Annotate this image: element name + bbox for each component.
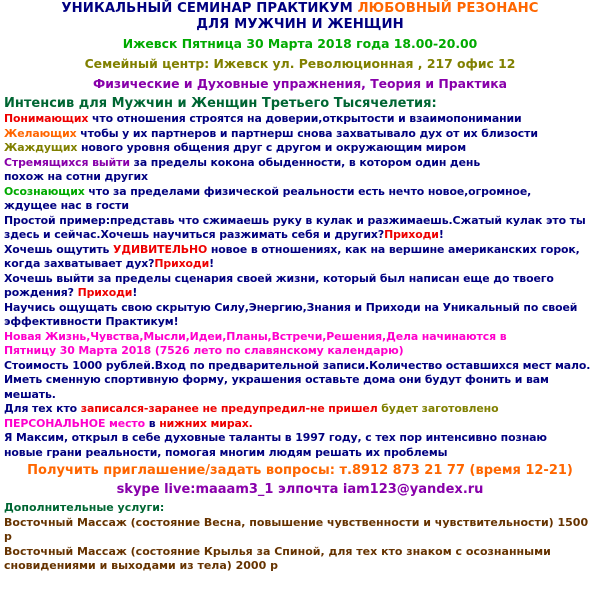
bullet-lead: Осознающих xyxy=(4,184,85,198)
example-line2 xyxy=(4,228,596,243)
wow-start: Хочешь ощутить xyxy=(4,242,114,256)
hell-line1 xyxy=(4,402,596,417)
hell-s6: нижних мирах. xyxy=(159,416,253,430)
extra-services xyxy=(4,501,596,574)
script-text: рождения? xyxy=(4,286,78,299)
bullet-rest: что отношения строятся на доверии,открытости и взаимопонимании xyxy=(88,112,522,125)
exclamation: ! xyxy=(438,228,444,241)
bullet-aware-line2: ждущее нас в гости xyxy=(4,199,129,212)
exclamation: ! xyxy=(209,257,215,270)
new-life-line2: Пятницу 30 Марта 2018 (7526 лето по славянскому календарю) xyxy=(4,344,404,357)
come-accent: Приходи xyxy=(384,228,439,241)
date-line: Ижевск Пятница 30 Марта 2018 года 18.00-20.00 xyxy=(122,36,478,51)
wow-text: когда захватывает дух? xyxy=(4,257,155,270)
bullet-craving xyxy=(4,141,596,156)
title-part2: ЛЮБОВНЫЙ РЕЗОНАНС xyxy=(357,1,539,16)
bullet-rest: что за пределами физической реальности есть нечто новое,огромное, xyxy=(84,184,532,198)
example-text: здесь и сейчас.Хочешь научиться разжимать себя и других? xyxy=(4,228,385,241)
bullet-lead: Жаждущих xyxy=(4,141,78,154)
wow-line1 xyxy=(4,243,596,258)
hell-s4: ПЕРСОНАЛЬНОЕ место xyxy=(4,416,146,430)
bullet-lead: Стремящихся выйти xyxy=(4,155,130,169)
extra-service-item2-line2: сновидениями и выходами из тела) 2000 р xyxy=(4,559,278,573)
hell-s1: Для тех кто xyxy=(4,402,81,415)
extra-services-title: Дополнительные услуги: xyxy=(4,501,165,514)
come-accent: Приходи xyxy=(77,286,133,299)
bullet-lead: Понимающих xyxy=(4,112,89,125)
price-line1: Стоимость 1000 рублей.Вход по предварительной записи.Количество оставшихся мест мало. xyxy=(4,358,591,372)
bullet-understanding xyxy=(4,112,596,127)
learn-line1: Научись ощущать свою скрытую Силу,Энергию,Знания и Приходи на Уникальный по своей xyxy=(4,300,578,314)
come-accent: Приходи xyxy=(154,257,210,270)
new-life-line1: Новая Жизнь,Чувства,Мысли,Идеи,Планы,Встречи,Решения,Дела начинаются в xyxy=(4,329,507,343)
bullet-desiring xyxy=(4,127,596,142)
contact-skype-email-line: skype live:maaam3_1 элпочта iam123@yandex.ru xyxy=(116,482,484,497)
bullet-lead: Желающих xyxy=(4,126,77,140)
learn-line2: эффективности Практикум! xyxy=(4,315,179,328)
flyer-title-line2: ДЛЯ МУЖЧИН И ЖЕНЩИН xyxy=(196,17,404,32)
hell-s5: в xyxy=(145,416,160,430)
bullet-aware xyxy=(4,185,596,200)
bullet-striving xyxy=(4,156,596,171)
flyer-title xyxy=(4,1,596,17)
wow-end: новое в отношениях, как на вершине американских горок, xyxy=(207,242,580,256)
example-line1: Простой пример:представь что сжимаешь руку в кулак и разжимаешь.Сжатый кулак это ты xyxy=(4,213,586,227)
script-line2 xyxy=(4,286,596,301)
intro-line: Интенсив для Мужчин и Женщин Третьего Тысячелетия: xyxy=(4,96,437,111)
extra-service-item1: Восточный Массаж (состояние Весна, повышение чувственности и чувствительности) 1500 р xyxy=(4,515,589,544)
author-line2: новые грани реальности, помогая многим людям решать их проблемы xyxy=(4,445,448,459)
script-line1: Хочешь выйти за пределы сценария своей жизни, который был написан еще до твоего xyxy=(4,271,554,285)
bullet-rest: за пределы кокона обыденности, в котором один день xyxy=(129,155,481,169)
flyer-body xyxy=(4,112,596,460)
bullet-striving-line2: похож на сотни других xyxy=(4,170,148,183)
bullet-rest: нового уровня общения друг с другом и окружающим миром xyxy=(77,141,466,154)
topics-line: Физические и Духовные упражнения, Теория и Практика xyxy=(92,76,508,91)
author-line1: Я Максим, открыл в себе духовные таланты в 1997 году, с тех пор интенсивно познаю xyxy=(4,431,547,444)
contact-phone-line: Получить приглашение/задать вопросы: т.8912 873 21 77 (время 12-21) xyxy=(27,463,573,478)
wow-accent: УДИВИТЕЛЬНО xyxy=(113,242,208,256)
hell-s3: будет заготовлено xyxy=(381,402,499,415)
exclamation: ! xyxy=(132,286,138,299)
hell-line2 xyxy=(4,417,596,432)
extra-service-item2-line1: Восточный Массаж (состояние Крылья за Спиной, для тех кто знаком с осознанными xyxy=(4,544,551,558)
venue-line: Семейный центр: Ижевск ул. Революционная , 217 офис 12 xyxy=(84,56,516,71)
wow-line2 xyxy=(4,257,596,272)
bullet-rest: чтобы у их партнеров и партнерш снова захватывало дух от их близости xyxy=(76,126,538,140)
hell-s2: записался-заранее не предупредил-не пришел xyxy=(80,402,382,415)
price-line2: Иметь сменную спортивную форму, украшения оставьте дома они будут фонить и вам мешать. xyxy=(4,373,549,401)
title-part1: УНИКАЛЬНЫЙ СЕМИНАР ПРАКТИКУМ xyxy=(61,1,358,16)
contact-block xyxy=(4,461,596,499)
